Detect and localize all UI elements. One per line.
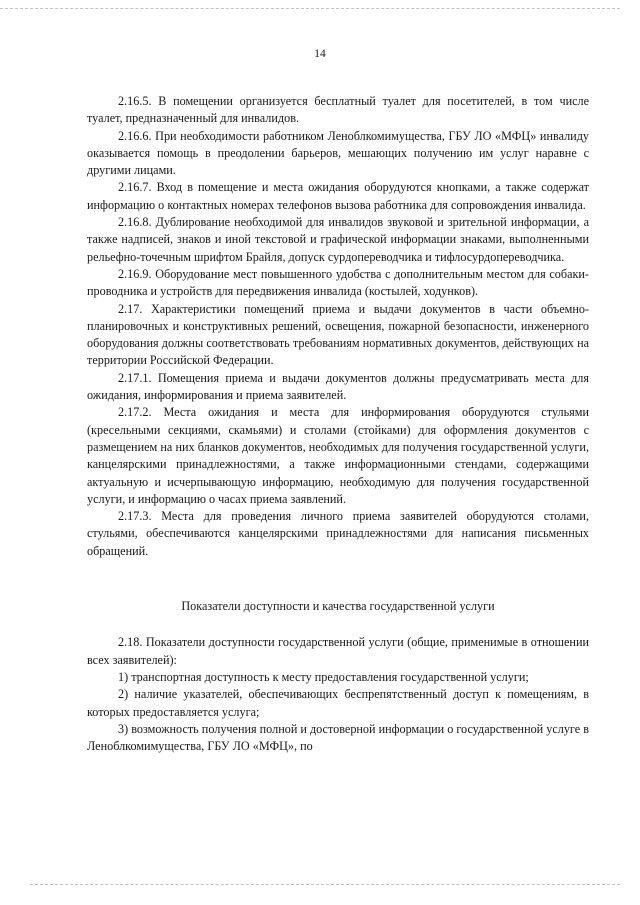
list-item-3: 3) возможность получения полной и достоверной информации о государственной услуге в Леноблкомимущества, ГБУ ЛО «МФЦ», по [87,721,589,754]
paragraph-2-17-2: 2.17.2. Места ожидания и места для информирования оборудуются стульями (кресельными секциями, скамьями) и столами (стойками) для оформления документов с размещением на них бланков документов, необходимых для получения государственной услуги, канцелярскими принадлежностями, а также информационными стендами, содержащими актуальную и исчерпывающую информацию, необходимую для получения государственной услуги, и информацию о часах приема заявлений. [87,405,589,506]
paragraph-2-16-6: 2.16.6. При необходимости работником Леноблкомимущества, ГБУ ЛО «МФЦ» инвалиду оказывается помощь в преодолении барьеров, мешающих получению им услуг наравне с другими лицами. [87,128,589,178]
document-body [87,93,589,755]
list-item-1: 1) транспортная доступность к месту предоставления государственной услуги; [118,669,529,684]
paragraph-2-16-9: 2.16.9. Оборудование мест повышенного удобства с дополнительным местом для собаки-проводника и устройств для передвижения инвалида (костылей, ходунков). [87,266,589,299]
scan-edge-top [0,8,620,10]
paragraph-2-17: 2.17. Характеристики помещений приема и выдачи документов в части объемно-планировочных и конструктивных решений, освещения, пожарной безопасности, инженерного оборудования должны соответствовать требованиям нормативных документов, действующих на территории Российской Федерации. [87,301,589,368]
paragraph-2-17-1: 2.17.1. Помещения приема и выдачи документов должны предусматривать места для ожидания, информирования и приема заявителей. [87,370,589,403]
paragraph-2-17-3: 2.17.3. Места для проведения личного приема заявителей оборудуются столами, стульями, обеспечиваются канцелярскими принадлежностями для написания письменных обращений. [87,509,589,558]
section-heading: Показатели доступности и качества государственной услуги [181,599,495,614]
page-number: 14 [314,48,326,60]
list-item-2: 2) наличие указателей, обеспечивающих беспрепятственный доступ к помещениям, в которых предоставляется услуга; [87,687,589,719]
paragraph-2-16-8: 2.16.8. Дублирование необходимой для инвалидов звуковой и зрительной информации, а также надписей, знаков и иной текстовой и графической информации знаками, выполненными рельефно-точечным шрифтом Брайля, допуск сурдопереводчика и тифлосурдопереводчика. [87,215,589,264]
paragraph-2-16-7: 2.16.7. Вход в помещение и места ожидания оборудуются кнопками, а также содержат информацию о контактных номерах телефонов вызова работника для сопровождения инвалида. [87,180,589,212]
paragraph-2-16-5: 2.16.5. В помещении организуется бесплатный туалет для посетителей, в том числе туалет, предназначенный для инвалидов. [87,94,589,126]
paragraph-2-18: 2.18. Показатели доступности государственной услуги (общие, применимые в отношении всех заявителей): [87,635,589,667]
scan-edge-bottom [30,884,620,886]
